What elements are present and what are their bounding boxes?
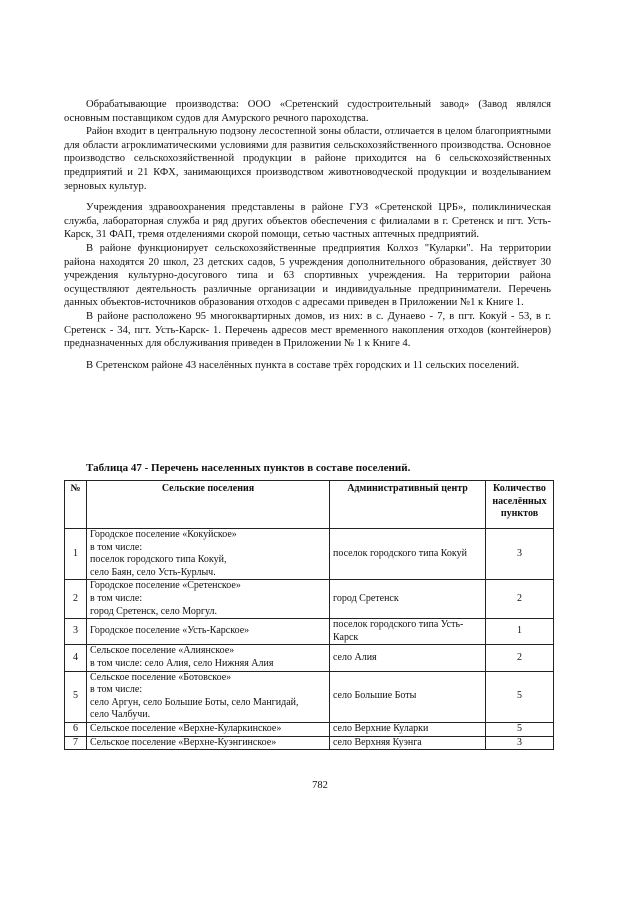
paragraph-apartment-buildings: В районе расположено 95 многоквартирных домов, из них: в с. Дунаево - 7, в пгт. Кокуй - 53, в г. Сретенск - 34, пгт. Усть-Карск- 1. Перечень адресов мест временного накопления отходов (контейнеров) предназначенных для обслуживания приведен в Приложении № 1 к Книге 4.: [64, 310, 551, 350]
header-number: №: [65, 481, 87, 529]
table-header-row: [65, 481, 554, 529]
settlements-table: [64, 480, 554, 750]
row-settlement: Сельское поселение «Ботовское» в том числе: село Аргун, село Большие Боты, село Мангидай, село Чалбучи.: [87, 671, 330, 722]
row-center: поселок городского типа Кокуй: [330, 529, 486, 580]
row-number: 2: [65, 580, 87, 619]
table-row: [65, 529, 554, 580]
row-center: село Верхняя Куэнга: [330, 736, 486, 750]
row-number: 5: [65, 671, 87, 722]
row-center: село Алия: [330, 645, 486, 671]
row-count: 1: [486, 619, 554, 645]
row-count: 5: [486, 671, 554, 722]
row-count: 2: [486, 580, 554, 619]
row-settlement: Городское поселение «Усть-Карское»: [87, 619, 330, 645]
row-settlement: Сельское поселение «Верхне-Куларкинское»: [87, 722, 330, 736]
row-settlement: Сельское поселение «Алиянское» в том числе: село Алия, село Нижняя Алия: [87, 645, 330, 671]
row-center: село Большие Боты: [330, 671, 486, 722]
paragraph-agriculture: Район входит в центральную подзону лесостепной зоны области, отличается в целом благоприятными для области агроклиматическими условиями для развития сельскохозяйственного производства. Основное производство сельскохозяйственной продукции в районе приходится на 6 сельскохозяйственных предприятий и 21 КФХ, занимающихся производством животноводческой продукции и возделыванием зерновых культур.: [64, 126, 551, 192]
row-number: 6: [65, 722, 87, 736]
paragraph-healthcare: Учреждения здравоохранения представлены в районе ГУЗ «Сретенской ЦРБ», поликлиническая служба, лабораторная служба и ряд других объектов обеспечения с филиалами в г. Сретенск и пгт. Усть-Карск, 31 ФАП, тремя отделениями скорой помощи, сетью частных аптечных предприятий.: [64, 202, 551, 241]
row-count: 3: [486, 736, 554, 750]
row-settlement: Городское поселение «Кокуйское» в том числе: поселок городского типа Кокуй, село Баян, село Усть-Курлыч.: [87, 529, 330, 580]
table-row: [65, 580, 554, 619]
row-settlement: Городское поселение «Сретенское» в том числе: город Сретенск, село Моргул.: [87, 580, 330, 619]
row-count: 3: [486, 529, 554, 580]
table-row: [65, 671, 554, 722]
row-center: город Сретенск: [330, 580, 486, 619]
paragraph-institutions: В районе функционирует сельскохозяйственные предприятия Колхоз "Куларки". На территории района находятся 20 школ, 23 детских садов, 5 учреждения дополнительного образования, действует 30 учреждения культурно-досугового типа и 63 спортивных учреждения. На территории района осуществляют деятельность различные организации и индивидуальные предприниматели. Перечень данных объектов-источников образования отходов с адресами приведен в Приложении №1 к Книге 1.: [64, 242, 551, 309]
row-number: 1: [65, 529, 87, 580]
row-center: село Верхние Куларки: [330, 722, 486, 736]
row-count: 2: [486, 645, 554, 671]
table-row: [65, 736, 554, 750]
table-row: [65, 619, 554, 645]
table-row: [65, 722, 554, 736]
paragraph-settlements: В Сретенском районе 43 населённых пункта в составе трёх городских и 11 сельских поселений.: [86, 359, 520, 371]
body-text: [64, 98, 551, 372]
row-settlement: Сельское поселение «Верхне-Куэнгинское»: [87, 736, 330, 750]
table-row: [65, 645, 554, 671]
row-number: 7: [65, 736, 87, 750]
page-number: 782: [312, 780, 328, 791]
table-caption: Таблица 47 - Перечень населенных пунктов в составе поселений.: [86, 462, 411, 474]
header-admin-center: Административный центр: [330, 481, 486, 529]
row-number: 3: [65, 619, 87, 645]
header-settlements: Сельские поселения: [87, 481, 330, 529]
header-count: Количество населённых пунктов: [486, 481, 554, 529]
paragraph-production: Обрабатывающие производства: ООО «Сретенский судостроительный завод» (Завод являлся основным поставщиком судов для Амурского речного пароходства.: [64, 99, 551, 124]
row-count: 5: [486, 722, 554, 736]
row-number: 4: [65, 645, 87, 671]
row-center: поселок городского типа Усть-Карск: [330, 619, 486, 645]
